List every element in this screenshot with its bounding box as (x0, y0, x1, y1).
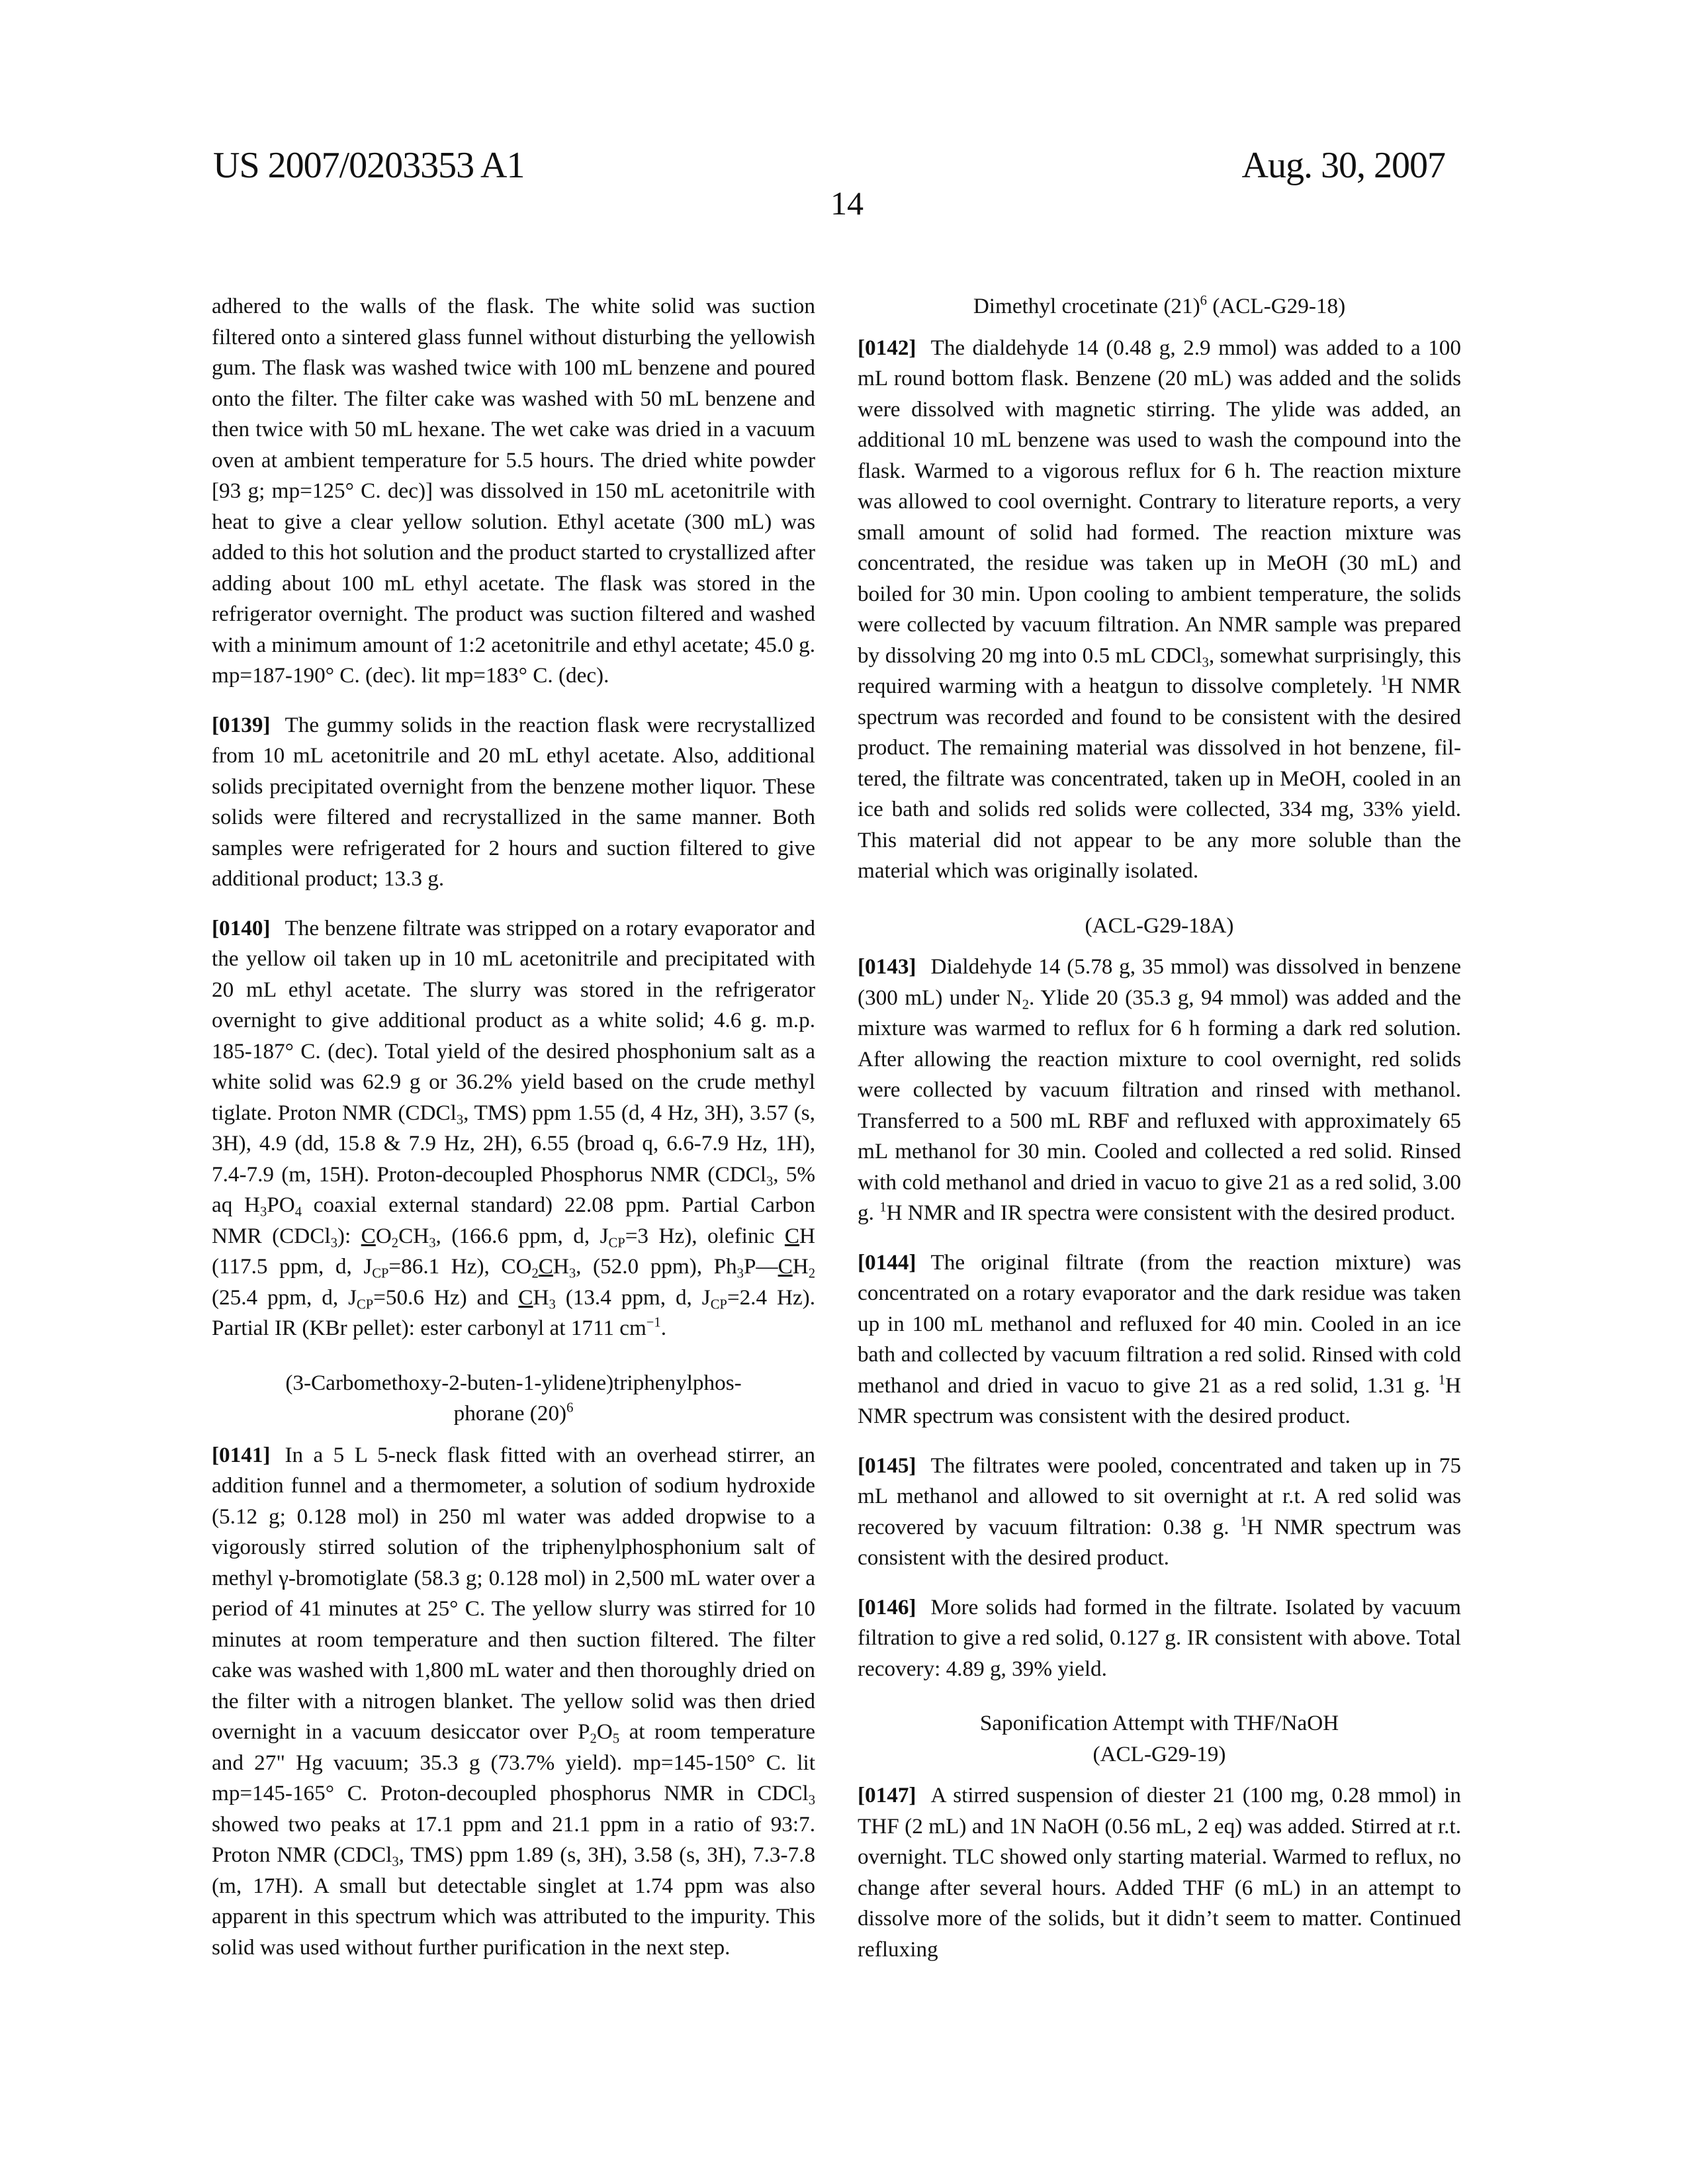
paragraph-number: [0145] (858, 1453, 916, 1478)
subscript: 2 (391, 1236, 399, 1251)
superscript: 6 (566, 1400, 574, 1416)
text-run: The original filtrate (from the reaction mixture) was concentrated on a rotary evaporator and the dark residue was taken up in 100 mL methanol and refluxed for 40 min. Cooled in an ice bath and collected by vacuum filtration a red solid. Rinsed with cold methanol and dried in vacuo to give 21 as a red solid, 1.31 g. (858, 1250, 1461, 1398)
paragraph (212, 291, 815, 692)
text-run: H NMR and IR spectra were consistent with the desired product. (886, 1201, 1456, 1225)
subscript: 2 (590, 1731, 597, 1747)
text-run: (ACL-G29-19) (1092, 1741, 1226, 1766)
text-run: (ACL-G29-18A) (1085, 913, 1234, 938)
subscript: CP (356, 1297, 374, 1312)
superscript: −1 (646, 1315, 661, 1330)
underlined-text: C (778, 1254, 793, 1279)
text-run: H (533, 1285, 549, 1310)
text-run: coaxial external standard) 22.08 ppm. Partial Carbon NMR (CDCl (212, 1193, 815, 1248)
text-run: H NMR spectrum was consistent with the desired product. (858, 1514, 1461, 1570)
section-heading (858, 291, 1461, 322)
text-run: =50.6 Hz) and (373, 1285, 519, 1310)
superscript: 1 (1380, 673, 1388, 688)
subscript: 4 (294, 1205, 302, 1220)
text-run: P— (743, 1254, 778, 1279)
right-column (858, 291, 1461, 1983)
text-run: (3-Carbomethoxy-2-buten-1-ylidene)triphenylphos- (285, 1370, 742, 1395)
subscript: 5 (612, 1731, 620, 1747)
section-heading (858, 1708, 1461, 1770)
publication-number: US 2007/0203353 A1 (213, 145, 525, 186)
text-run: A stirred suspension of diester 21 (100 mg, 0.28 mmol) in THF (2 mL) and 1N NaOH (0.56 mL, 2 eq) was added. Stirred at r.t. overnight. TLC showed only starting material. Warmed to reflux, no change after several hours. Added THF (6 mL) in an attempt to dissolve more of the solids, but it didn’t seem to matter. Continued refluxing (858, 1783, 1461, 1962)
subscript: 3 (568, 1266, 576, 1281)
text-run: PO (267, 1193, 295, 1217)
subscript: CP (372, 1266, 389, 1281)
text-run: O (375, 1223, 392, 1248)
text-run: H (792, 1254, 809, 1279)
text-run: , (52.0 ppm), Ph (576, 1254, 737, 1279)
paragraph (212, 710, 815, 895)
paragraph (858, 333, 1461, 887)
left-column (212, 291, 815, 1981)
section-heading (858, 911, 1461, 942)
underlined-text: C (538, 1254, 553, 1279)
subscript: 3 (736, 1266, 744, 1281)
text-run: The gummy solids in the reaction flask were recrystallized from 10 mL acetonitrile and 20 mL ethyl acetate. Also, additional solids precipitated overnight from the benzene mother liquor. These solids were filtered and recrystallized in the same manner. Both samples were refrigerated for 2 hours and suction filtered to give additional product; 13.3 g. (212, 712, 815, 891)
subscript: 2 (1022, 997, 1029, 1013)
paragraph-number: [0147] (858, 1783, 916, 1807)
text-run: , somewhat surprisingly, this required warming with a heatgun to dissolve completely. (858, 643, 1461, 698)
text-run: Saponification Attempt with THF/NaOH (979, 1711, 1339, 1735)
paragraph-number: [0141] (212, 1442, 271, 1467)
text-run: , 5% aq H (212, 1161, 816, 1217)
text-run: =3 Hz), olefinic (625, 1223, 785, 1248)
superscript: 6 (1200, 293, 1207, 308)
text-run: showed two peaks at 17.1 ppm and 21.1 ppm in a ratio of 93:7. Proton NMR (CDCl (212, 1811, 815, 1867)
paragraph-number: [0146] (858, 1594, 916, 1619)
subscript: 3 (392, 1854, 399, 1870)
text-run: at room temperature and 27" Hg vacuum; 35.3 g (73.7% yield). mp=145-150° C. lit mp=145-165° C. Proton-decoupled phosphorus NMR in CDCl (212, 1719, 815, 1805)
subscript: CP (710, 1297, 727, 1312)
page-number: 14 (830, 185, 864, 222)
paragraph (858, 1592, 1461, 1685)
underlined-text: C (784, 1223, 800, 1248)
text-run: , TMS) ppm 1.89 (s, 3H), 3.58 (s, 3H), 7.3-7.8 (m, 17H). A small but detectable singlet at 1.74 ppm was also apparent in this spectrum which was attributed to the impurity. This solid was used without further purification in the next step. (212, 1843, 815, 1960)
text-run: Dimethyl crocetinate (21) (973, 294, 1200, 318)
text-run: adhered to the walls of the flask. The white solid was suction filtered onto a sintered glass funnel without disturbing the yellowish gum. The flask was washed twice with 100 mL benzene and poured onto the filter. The filter cake was washed with 50 mL benzene and then twice with 50 mL hexane. The wet cake was dried in a vacuum oven at ambient temperature for 5.5 hours. The dried white powder [93 g; mp=125° C. dec)] was dissolved in 150 mL acetonitrile with heat to give a clear yellow solution. Ethyl acetate (300 mL) was added to this hot solution and the product started to crystallized after adding about 100 mL ethyl acetate. The flask was stored in the refrigerator overnight. The product was suction filtered and washed with a minimum amount of 1:2 acetonitrile and ethyl acetate; 45.0 g. mp=187-190° C. (dec). lit mp=183° C. (dec). (212, 294, 815, 688)
paragraph (858, 952, 1461, 1229)
text-run: , TMS) ppm 1.55 (d, 4 Hz, 3H), 3.57 (s, 3H), 4.9 (dd, 15.8 & 7.9 Hz, 2H), 6.55 (broad q, 6.6-7.9 Hz, 1H), 7.4-7.9 (m, 15H). Proton-decoupled Phosphorus NMR (CDCl (212, 1100, 815, 1187)
paragraph-number: [0143] (858, 954, 916, 979)
subscript: 3 (808, 1793, 815, 1808)
text-run: . Ylide 20 (35.3 g, 94 mmol) was added and the mixture was warmed to reflux for 6 h forming a dark red solution. After allowing the reaction mixture to cool overnight, red solids were collected by vacuum filtration and rinsed with methanol. Transferred to a 500 mL RBF and refluxed with approximately 65 mL methanol for 30 min. Cooled and collected a red solid. Rinsed with cold methanol and dried in vacuo to give 21 as a red solid, 3.00 g. (858, 985, 1461, 1225)
text-run: H (117.5 ppm, d, J (212, 1223, 815, 1279)
text-run: (25.4 ppm, d, J (212, 1285, 357, 1310)
section-heading (212, 1368, 815, 1430)
subscript: 3 (549, 1297, 556, 1312)
paragraph (212, 1440, 815, 1964)
underlined-text: C (518, 1285, 533, 1310)
text-run: =86.1 Hz), CO (388, 1254, 532, 1279)
subscript: 3 (456, 1113, 464, 1128)
subscript: 2 (808, 1266, 815, 1281)
subscript: 3 (766, 1174, 774, 1189)
text-run: H (553, 1254, 569, 1279)
text-run: The filtrates were pooled, concentrated and taken up in 75 mL methanol and allowed to sit overnight at r.t. A red solid was recovered by vacuum filtration: 0.38 g. (858, 1453, 1461, 1539)
subscript: 3 (1202, 655, 1209, 670)
underlined-text: C (361, 1223, 376, 1248)
publication-date: Aug. 30, 2007 (1241, 145, 1445, 186)
superscript: 1 (1438, 1372, 1446, 1387)
paragraph-number: [0140] (212, 915, 271, 940)
text-run: (ACL-G29-18) (1206, 294, 1346, 318)
paragraph (858, 1451, 1461, 1574)
subscript: 3 (429, 1236, 436, 1251)
text-run: H NMR spectrum was recorded and found to be consistent with the desired product. The remaining material was dissolved in hot benzene, filtered, the filtrate was concentrated, taken up in MeOH, cooled in an ice bath and solids red solids were collected, 334 mg, 33% yield. This material did not appear to be any more soluble than the material which was originally isolated. (858, 674, 1461, 883)
superscript: 1 (879, 1200, 887, 1215)
text-run: ): (337, 1223, 361, 1248)
paragraph-number: [0144] (858, 1250, 916, 1275)
subscript: 3 (259, 1205, 267, 1220)
text-run: O (596, 1719, 613, 1744)
text-run: CH (398, 1223, 429, 1248)
subscript: 3 (330, 1236, 337, 1251)
paragraph (858, 1780, 1461, 1965)
subscript: CP (608, 1236, 625, 1251)
text-run: . (660, 1316, 666, 1340)
subscript: 2 (531, 1266, 539, 1281)
text-run: The dialdehyde 14 (0.48 g, 2.9 mmol) was added to a 100 mL round bottom flask. Benzene (20 mL) was added and the solids were dissolved with magnetic stirring. The ylide was added, an additional 10 mL benzene was used to wash the compound into the flask. Warmed to a vigorous reflux for 6 h. The reaction mixture was allowed to cool overnight. Contrary to literature reports, a very small amount of solid had formed. The reaction mixture was concentrated, the residue was taken up in MeOH (30 mL) and boiled for 30 min. Upon cooling to ambient temperature, the solids were collected by vacuum filtration. An NMR sample was prepared by dissolving 20 mg into 0.5 mL CDCl (858, 335, 1461, 668)
text-run: phorane (20) (453, 1401, 567, 1426)
text-run: The benzene filtrate was stripped on a rotary evaporator and the yellow oil taken up in 10 mL acetonitrile and precipitated with 20 mL ethyl acetate. The slurry was stored in the refrigerator overnight to give additional product as a white solid; 4.6 g. m.p. 185-187° C. (dec). Total yield of the desired phosphonium salt as a white solid was 62.9 g or 36.2% yield based on the crude methyl tiglate. Proton NMR (CDCl (212, 915, 815, 1125)
paragraph-number: [0139] (212, 712, 271, 737)
text-run: , (166.6 ppm, d, J (435, 1223, 609, 1248)
text-run: Dialdehyde 14 (5.78 g, 35 mmol) was dissolved in benzene (300 mL) under N (858, 954, 1461, 1010)
text-run: In a 5 L 5-neck flask fitted with an overhead stirrer, an addition funnel and a thermometer, a solution of sodium hydroxide (5.12 g; 0.128 mol) in 250 ml water was added dropwise to a vigorously stirred solution of the triphenylphosphonium salt of methyl γ-bromotiglate (58.3 g; 0.128 mol) in 2,500 mL water over a period of 41 minutes at 25° C. The yellow slurry was stirred for 10 minutes at room temperature and then suction filtered. The filter cake was washed with 1,800 mL water and then thoroughly dried on the filter with a nitrogen blanket. The yellow solid was then dried overnight in a vacuum desiccator over P (212, 1442, 815, 1744)
paragraph (212, 913, 815, 1344)
paragraph-number: [0142] (858, 335, 916, 360)
text-run: More solids had formed in the filtrate. Isolated by vacuum filtration to give a red solid, 0.127 g. IR consistent with above. Total recovery: 4.89 g, 39% yield. (858, 1594, 1461, 1681)
superscript: 1 (1240, 1514, 1247, 1529)
paragraph (858, 1248, 1461, 1432)
text-run: (13.4 ppm, d, J (555, 1285, 711, 1310)
text-run: H NMR spectrum was consistent with the desired product. (858, 1373, 1461, 1428)
text-run: =2.4 Hz). Partial IR (KBr pellet): ester carbonyl at 1711 cm (212, 1285, 816, 1340)
